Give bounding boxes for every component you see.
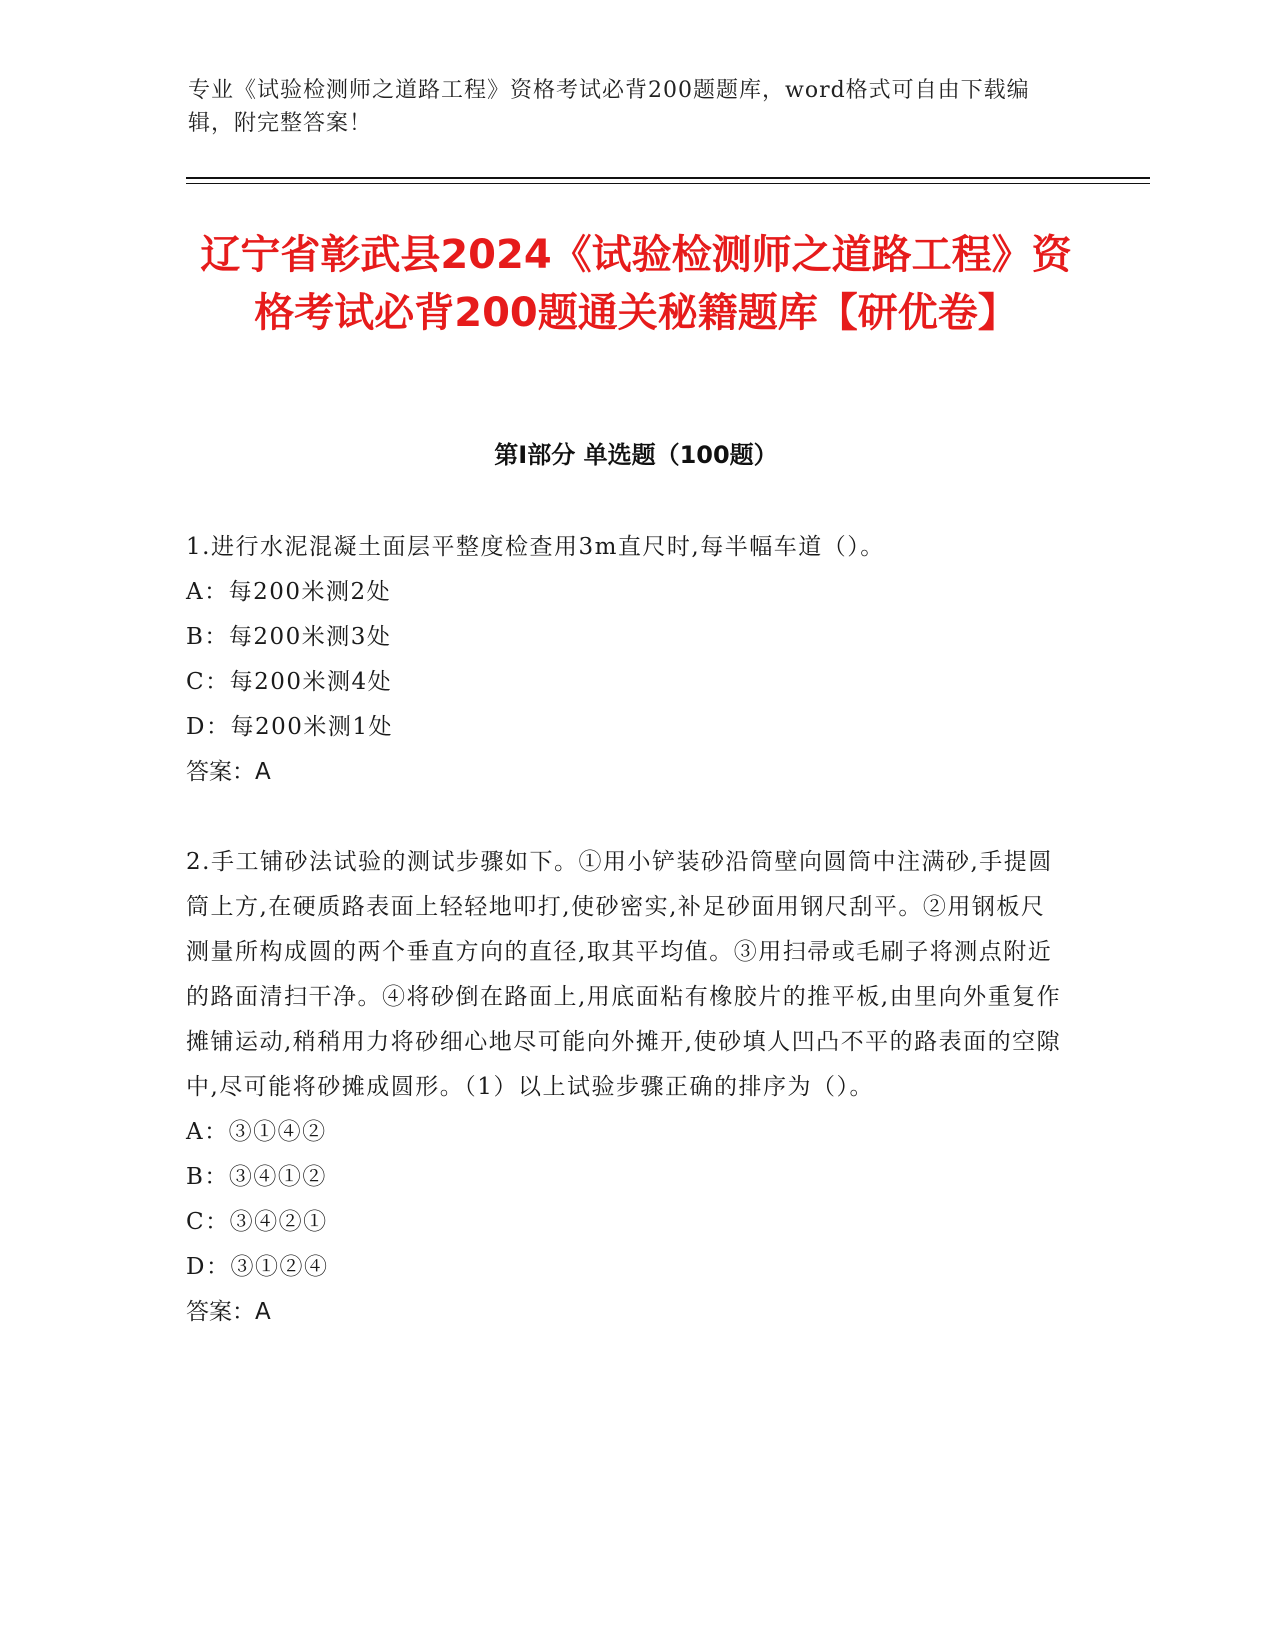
header-divider-bottom xyxy=(186,183,1150,184)
question-1 xyxy=(186,525,1066,795)
option-a: A：每200米测2处 xyxy=(186,579,392,605)
option-d: D：每200米测1处 xyxy=(186,714,393,740)
header-note: 专业《试验检测师之道路工程》资格考试必背200题题库，word格式可自由下载编辑，附完整答案！ xyxy=(188,78,1030,136)
document-title: 辽宁省彰武县2024《试验检测师之道路工程》资格考试必背200题通关秘籍题库【研优卷】 xyxy=(200,232,1072,336)
question-2 xyxy=(186,840,1066,1335)
option-b: B：③④①② xyxy=(186,1164,327,1190)
section-heading: 第Ⅰ部分 单选题（100题） xyxy=(494,441,778,469)
question-stem: 2.手工铺砂法试验的测试步骤如下。①用小铲装砂沿筒壁向圆筒中注满砂,手提圆筒上方,在硬质路表面上轻轻地叩打,使砂密实,补足砂面用钢尺刮平。②用钢板尺测量所构成圆的两个垂直方向的直径,取其平均值。③用扫帚或毛刷子将测点附近的路面清扫干净。④将砂倒在路面上,用底面粘有橡胶片的推平板,由里向外重复作摊铺运动,稍稍用力将砂细心地尽可能向外摊开,使砂填人凹凸不平的路表面的空隙中,尽可能将砂摊成圆形。（1）以上试验步骤正确的排序为（）。 xyxy=(186,849,1062,1100)
option-d: D：③①②④ xyxy=(186,1254,329,1280)
option-a: A：③①④② xyxy=(186,1119,327,1145)
answer: 答案：A xyxy=(186,759,271,785)
question-stem: 1.进行水泥混凝土面层平整度检查用3m直尺时,每半幅车道（）。 xyxy=(186,534,885,560)
answer: 答案：A xyxy=(186,1299,271,1325)
option-b: B：每200米测3处 xyxy=(186,624,392,650)
header-divider-top xyxy=(186,177,1150,179)
option-c: C：每200米测4处 xyxy=(186,669,393,695)
option-c: C：③④②① xyxy=(186,1209,328,1235)
